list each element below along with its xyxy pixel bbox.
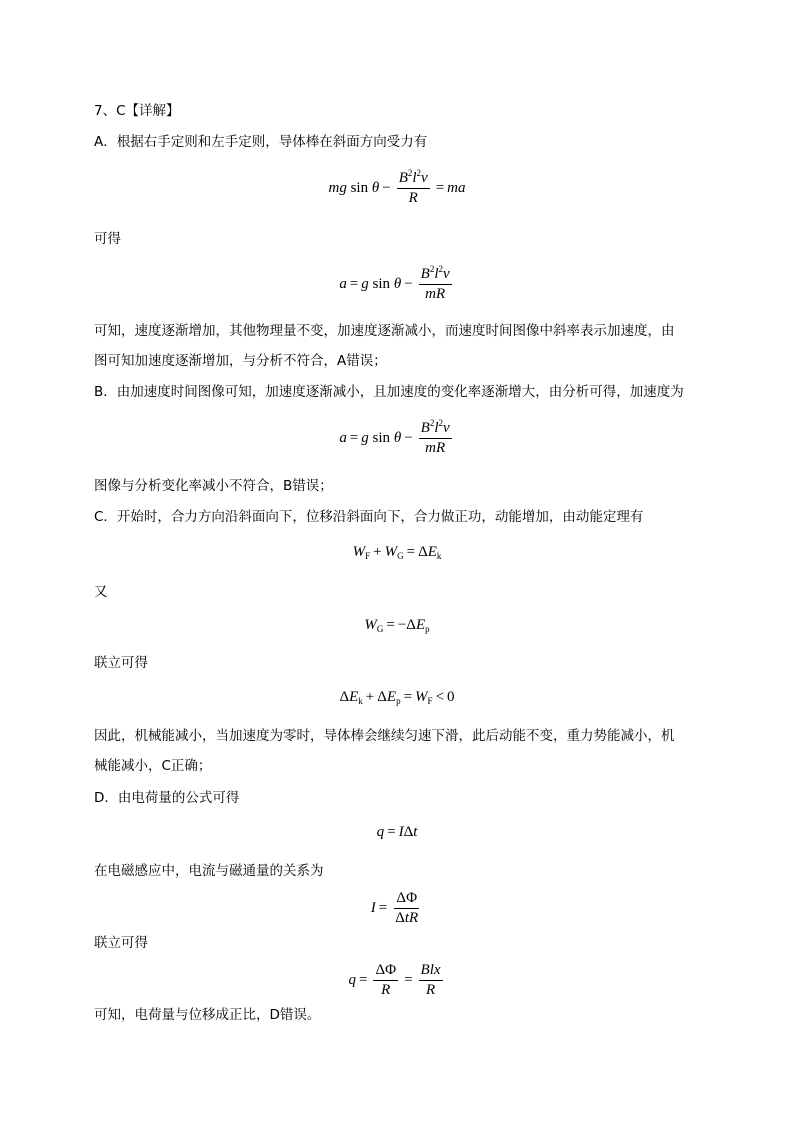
equation-acceleration-2: a = g sin θ − $\frac{B^2l^2v}{mR}$ bbox=[339, 417, 450, 456]
part-a-conclusion-line-1: 可知，速度逐渐增加，其他物理量不变，加速度逐渐减小，而速度时间图像中斜率表示加速度，由 bbox=[94, 323, 675, 339]
part-c-conclusion-line-1: 因此，机械能减小，当加速度为零时，导体棒会继续匀速下滑，此后动能不变，重力势能减小，机 bbox=[94, 728, 675, 744]
part-b-conclusion: 图像与分析变化率减小不符合，B错误； bbox=[94, 478, 333, 494]
equation-current-flux: I = $\frac{\Delta\Phi}{\text{ΔtR}}$ bbox=[370, 889, 419, 926]
text-lianli-1: 联立可得 bbox=[94, 655, 148, 671]
part-d-relation: 在电磁感应中，电流与磁通量的关系为 bbox=[94, 863, 324, 879]
equation-acceleration-1: a = g sin θ − $\frac{B^2l^2v}{mR}$ bbox=[339, 263, 450, 302]
text-you: 又 bbox=[94, 584, 108, 600]
part-a-intro: A．根据右手定则和左手定则，导体棒在斜面方向受力有 bbox=[94, 134, 428, 150]
part-a-conclusion-line-2: 图可知加速度逐渐增加，与分析不符合，A错误； bbox=[94, 353, 387, 369]
equation-charge: q = IΔt bbox=[376, 823, 418, 840]
text-keyi-de-1: 可得 bbox=[94, 231, 121, 247]
part-b-intro: B．由加速度时间图像可知，加速度逐渐减小，且加速度的变化率逐渐增大，由分析可得，加速度为 bbox=[94, 384, 684, 400]
part-d-conclusion: 可知，电荷量与位移成正比，D错误。 bbox=[94, 1007, 321, 1023]
part-d-intro: D．由电荷量的公式可得 bbox=[94, 790, 240, 806]
text-lianli-2: 联立可得 bbox=[94, 935, 148, 951]
equation-work-energy: $W_F$ + $W_G$ = $\Delta E_k$ bbox=[352, 543, 442, 561]
part-c-conclusion-line-2: 械能减小，C正确； bbox=[94, 758, 212, 774]
equation-gravity-work: $W_G$ = $-\Delta E_p$ bbox=[364, 616, 430, 634]
question-heading: 7、C【详解】 bbox=[94, 103, 180, 119]
equation-charge-flux: q = $\frac{\Delta\Phi}{R}$ = $\frac{\text{Blx}}{R}$ bbox=[348, 961, 441, 998]
equation-mechanical-energy: $\Delta E_k$ + $\Delta E_p$ = $W_F$ < 0 bbox=[339, 688, 455, 706]
part-c-intro: C．开始时，合力方向沿斜面向下，位移沿斜面向下，合力做正功，动能增加，由动能定理有 bbox=[94, 509, 644, 525]
equation-force-balance: mg sin θ − $\frac{B^2l^2v}{R}$ = ma bbox=[328, 167, 466, 206]
